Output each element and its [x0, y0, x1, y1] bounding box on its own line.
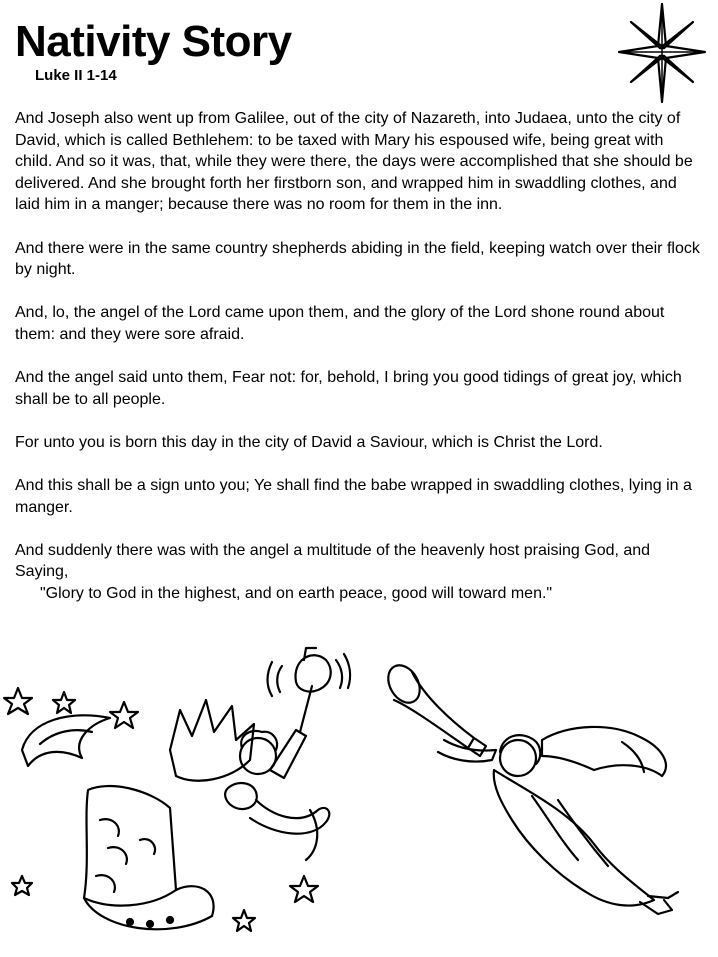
star-icon — [290, 876, 318, 902]
star-icon — [110, 702, 138, 728]
star-icon — [4, 688, 32, 714]
paragraph: For unto you is born this day in the city of David a Saviour, which is Christ the Lord. — [15, 433, 603, 451]
scripture-reference: Luke II 1-14 — [35, 67, 117, 84]
star-icon — [12, 876, 32, 895]
angel-with-bell-illustration — [0, 640, 360, 952]
paragraph: And there were in the same country shepherds abiding in the field, keeping watch over their flock by night. — [15, 239, 700, 279]
angel-with-trumpet-illustration — [372, 660, 712, 942]
passage-text — [15, 108, 705, 605]
paragraph: And suddenly there was with the angel a multitude of the heavenly host praising God, and Saying, — [15, 541, 651, 581]
closing-quote: "Glory to God in the highest, and on earth peace, good will toward men." — [40, 585, 553, 603]
page-title: Nativity Story — [15, 17, 292, 66]
paragraph: And this shall be a sign unto you; Ye shall find the babe wrapped in swaddling clothes, lying in a manger. — [15, 477, 692, 516]
star-icon — [233, 910, 255, 931]
paragraph-final — [15, 540, 705, 605]
star-icon — [617, 2, 707, 104]
paragraph: And Joseph also went up from Galilee, out of the city of Nazareth, into Judaea, unto the city of David, which is called Bethlehem: to be taxed with Mary his espoused wife, being great with child. And so it was, that, while they were there, the days were accomplished that she should be delivered. And she brought forth her firstborn son, and wrapped him in swaddling clothes, and laid him in a manger; because there was no room for them in the inn. — [15, 110, 693, 214]
paragraph: And, lo, the angel of the Lord came upon them, and the glory of the Lord shone round about them: and they were sore afraid. — [15, 304, 665, 343]
paragraph: And the angel said unto them, Fear not: for, behold, I bring you good tidings of great joy, which shall be to all people. — [15, 369, 682, 408]
star-icon — [53, 692, 75, 713]
